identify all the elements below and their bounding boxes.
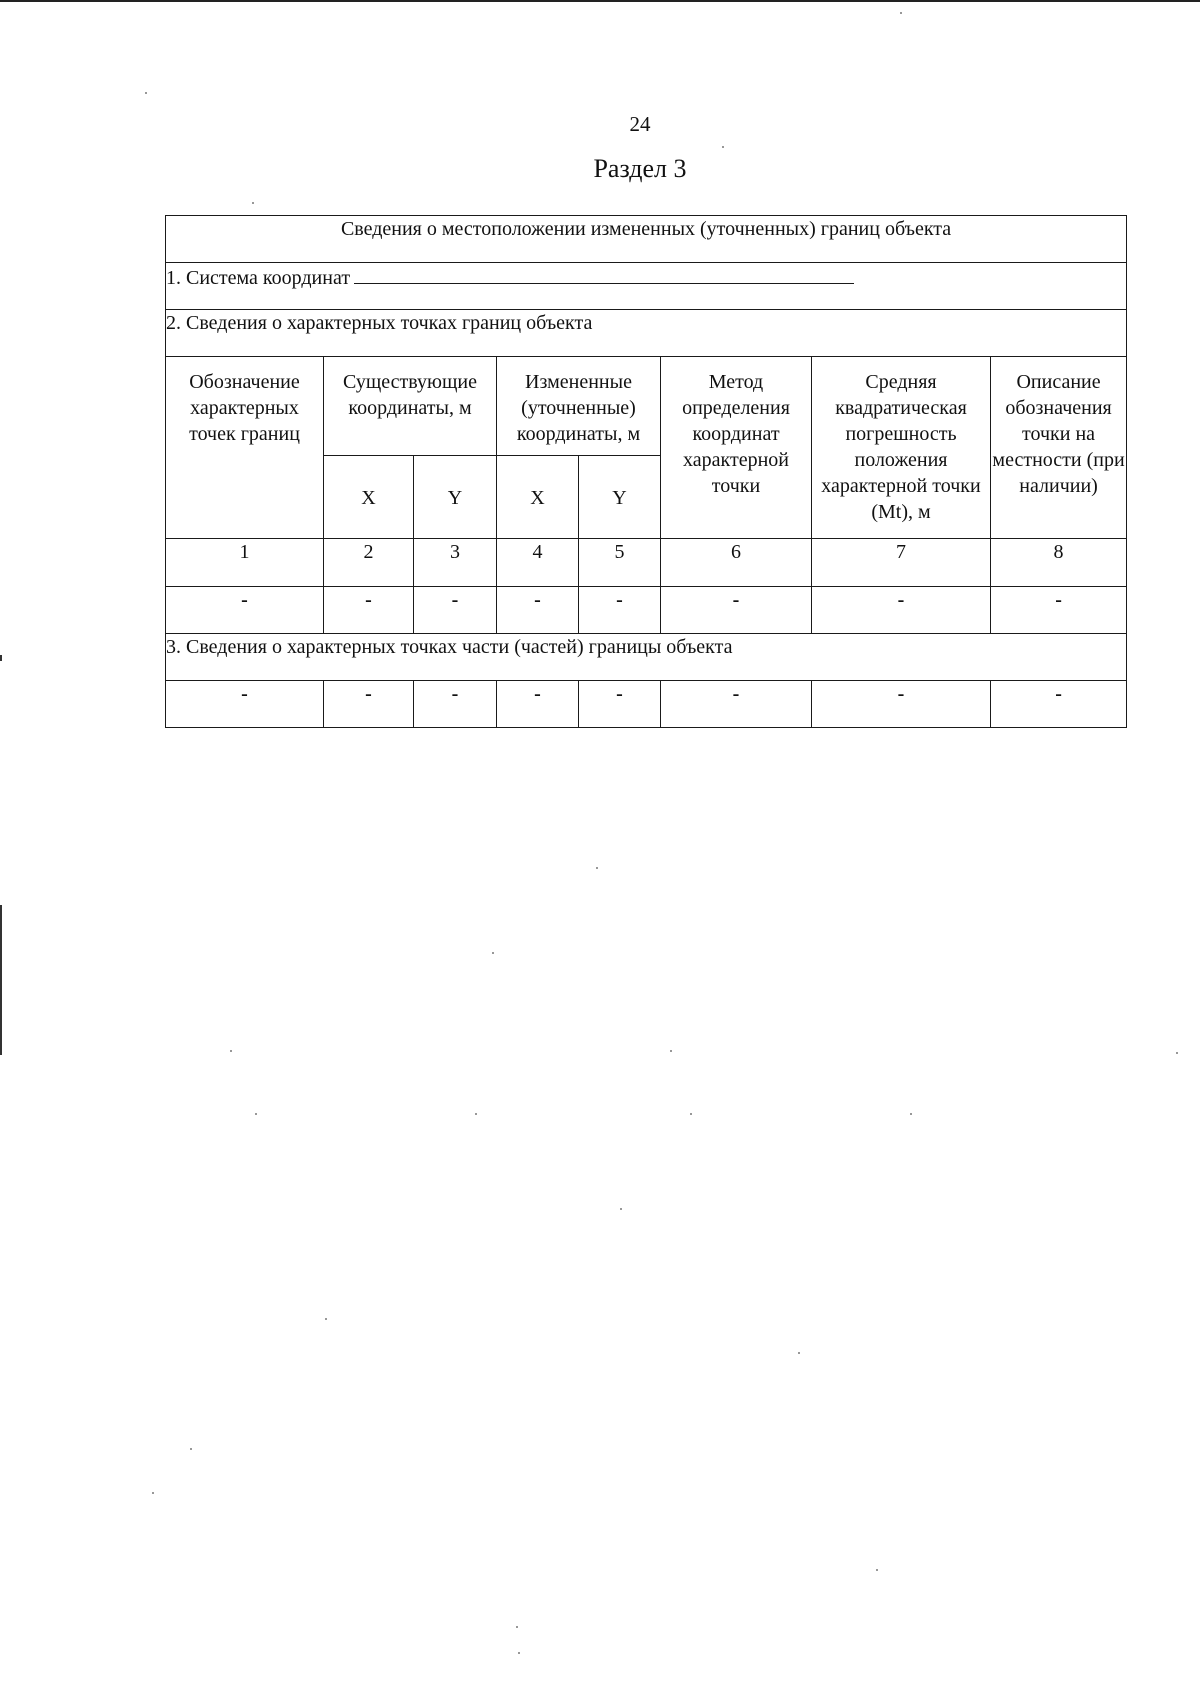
subheader-y-changed: Y (579, 456, 661, 539)
column-number: 4 (497, 539, 579, 587)
table-cell: - (991, 587, 1127, 634)
header-description: Описание обозначения точки на местности (при наличии) (991, 357, 1127, 539)
subheader-y-existing: Y (414, 456, 497, 539)
scan-speck (876, 1569, 878, 1571)
parts-data-row (166, 681, 1127, 728)
table-cell: - (661, 681, 812, 728)
scan-border-left (0, 905, 2, 1055)
scan-speck (596, 867, 598, 869)
header-point-designation: Обозначение характерных точек границ (166, 357, 324, 539)
scan-speck (670, 1050, 672, 1052)
table-cell: - (166, 587, 324, 634)
scan-speck (255, 1113, 257, 1115)
column-header-row (166, 357, 1127, 456)
boundary-points-table (165, 215, 1127, 728)
scan-speck (230, 1050, 232, 1052)
scan-speck (798, 1352, 800, 1354)
header-mean-error: Средняя квадратическая погрешность положения характерной точки (Mt), м (812, 357, 991, 539)
parts-heading: 3. Сведения о характерных точках части (частей) границы объекта (166, 634, 1127, 681)
table-cell: - (166, 681, 324, 728)
subheader-x-changed: X (497, 456, 579, 539)
table-title-row (166, 216, 1127, 263)
table-cell: - (324, 681, 414, 728)
column-number: 7 (812, 539, 991, 587)
scan-speck (475, 1113, 477, 1115)
coord-system-label: 1. Система координат (166, 267, 351, 289)
table-cell: - (579, 587, 661, 634)
coord-system-blank (354, 263, 854, 284)
scan-speck (325, 1318, 327, 1320)
scan-speck (152, 1492, 154, 1494)
scan-speck (252, 202, 254, 204)
scan-speck (516, 1626, 518, 1628)
scan-mark-left (0, 655, 2, 661)
scan-border-top (0, 0, 1200, 2)
column-number: 3 (414, 539, 497, 587)
parts-heading-row (166, 634, 1127, 681)
scan-speck (145, 92, 147, 94)
points-heading-row (166, 310, 1127, 357)
table-cell: - (497, 681, 579, 728)
column-number: 5 (579, 539, 661, 587)
header-existing-coords: Существующие координаты, м (324, 357, 497, 456)
table-cell: - (414, 587, 497, 634)
scan-speck (1176, 1052, 1178, 1054)
table-title: Сведения о местоположении измененных (уточненных) границ объекта (166, 216, 1127, 263)
scan-speck (900, 12, 902, 14)
coord-system-row (166, 263, 1127, 310)
header-method: Метод определения координат характерной точки (661, 357, 812, 539)
header-changed-coords: Измененные (уточненные) координаты, м (497, 357, 661, 456)
table-cell: - (324, 587, 414, 634)
scan-speck (910, 1113, 912, 1115)
column-number: 1 (166, 539, 324, 587)
points-heading: 2. Сведения о характерных точках границ объекта (166, 310, 1127, 357)
scan-speck (190, 1448, 192, 1450)
subheader-x-existing: X (324, 456, 414, 539)
column-numbers-row (166, 539, 1127, 587)
table-cell: - (497, 587, 579, 634)
table-cell: - (579, 681, 661, 728)
table-cell: - (812, 587, 991, 634)
page-number: 24 (629, 112, 651, 136)
table-cell: - (991, 681, 1127, 728)
table-cell: - (414, 681, 497, 728)
column-number: 6 (661, 539, 812, 587)
scan-speck (690, 1113, 692, 1115)
scan-speck (492, 952, 494, 954)
scan-speck (518, 1652, 520, 1654)
table-cell: - (812, 681, 991, 728)
section-title: Раздел 3 (593, 154, 687, 183)
scan-speck (620, 1208, 622, 1210)
scan-speck (722, 146, 724, 148)
points-data-row (166, 587, 1127, 634)
column-number: 8 (991, 539, 1127, 587)
column-number: 2 (324, 539, 414, 587)
table-cell: - (661, 587, 812, 634)
